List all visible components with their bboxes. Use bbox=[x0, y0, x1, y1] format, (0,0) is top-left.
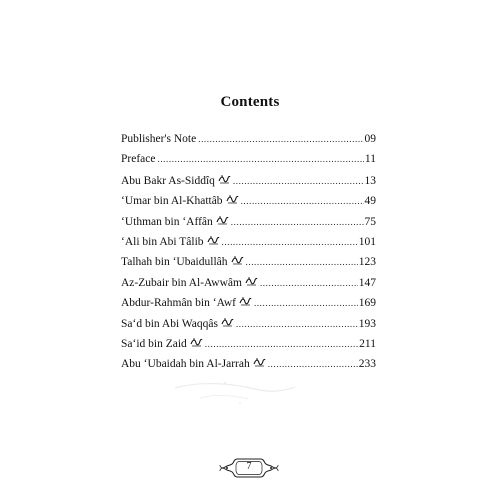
arabic-calligraphy-honorific-icon bbox=[221, 316, 234, 328]
toc-entry-title: Sa‘id bin Zaid bbox=[121, 337, 187, 350]
dot-leader bbox=[246, 255, 358, 269]
dot-leader bbox=[205, 337, 358, 351]
toc-entry-title: Talhah bin ‘Ubaidullâh bbox=[121, 256, 228, 269]
toc-entry-title: Publisher's Note bbox=[121, 133, 197, 145]
toc-entry[interactable] bbox=[121, 193, 376, 213]
toc-entry-title: Sa‘d bin Abi Waqqâs bbox=[121, 317, 218, 330]
arabic-calligraphy-honorific-icon bbox=[231, 254, 244, 266]
dot-leader bbox=[233, 174, 364, 188]
toc-entry[interactable] bbox=[121, 316, 376, 336]
arabic-calligraphy-honorific-icon bbox=[216, 214, 229, 226]
toc-entry-title: Abdur-Rahmân bin ‘Awf bbox=[121, 297, 236, 310]
dot-leader bbox=[157, 152, 363, 166]
toc-entry-page: 123 bbox=[358, 256, 376, 269]
contents-heading: Contents bbox=[220, 94, 280, 110]
toc-entry[interactable] bbox=[121, 152, 376, 172]
toc-entry-page: 49 bbox=[364, 195, 376, 208]
toc-entry[interactable] bbox=[121, 336, 376, 356]
arabic-calligraphy-honorific-icon bbox=[239, 295, 252, 307]
toc-entry-page: 11 bbox=[364, 153, 376, 166]
toc-entry-page: 233 bbox=[358, 358, 376, 371]
arabic-calligraphy-honorific-icon bbox=[190, 336, 203, 348]
arabic-calligraphy-honorific-icon bbox=[253, 356, 266, 368]
toc-entry[interactable] bbox=[121, 132, 376, 152]
arabic-calligraphy-honorific-icon bbox=[218, 173, 231, 185]
toc-entry-page: 169 bbox=[358, 297, 376, 310]
toc-entry-page: 211 bbox=[359, 337, 376, 350]
dot-leader bbox=[260, 276, 358, 290]
toc-entry[interactable] bbox=[121, 173, 376, 193]
arabic-calligraphy-honorific-icon bbox=[207, 234, 220, 246]
toc-entry[interactable] bbox=[121, 295, 376, 315]
toc-entry-title: ‘Ali bin Abi Tâlib bbox=[121, 235, 204, 248]
toc-entry-page: 193 bbox=[358, 317, 376, 330]
toc-entry-title: Preface bbox=[121, 153, 156, 166]
dot-leader bbox=[231, 215, 364, 229]
toc-entry[interactable] bbox=[121, 356, 376, 376]
arabic-calligraphy-honorific-icon bbox=[226, 193, 239, 205]
toc-entry[interactable] bbox=[121, 234, 376, 254]
arabic-calligraphy-honorific-icon bbox=[245, 275, 258, 287]
toc-entry-page: 147 bbox=[358, 276, 376, 289]
page-number: 7 bbox=[246, 461, 252, 472]
dot-leader bbox=[268, 357, 358, 371]
toc-entry-title: Az-Zubair bin Al-Awwâm bbox=[121, 276, 242, 289]
dot-leader bbox=[241, 194, 364, 208]
toc-entry-page: 75 bbox=[364, 215, 376, 228]
toc-entry-page: 101 bbox=[358, 235, 376, 248]
toc-entry[interactable] bbox=[121, 254, 376, 274]
toc-entry-title: Abu Bakr As-Siddîq bbox=[121, 174, 215, 187]
dot-leader bbox=[236, 317, 358, 331]
toc-entry-title: ‘Uthman bin ‘Affân bbox=[121, 215, 213, 228]
toc-entry-page: 09 bbox=[364, 133, 376, 145]
toc-entry-title: Abu ‘Ubaidah bin Al-Jarrah bbox=[121, 358, 250, 371]
dot-leader bbox=[254, 296, 358, 310]
toc-entry-title: ‘Umar bin Al-Khattâb bbox=[121, 195, 223, 208]
dot-leader bbox=[222, 235, 358, 249]
dot-leader bbox=[198, 132, 363, 146]
table-of-contents bbox=[121, 132, 376, 377]
toc-entry-page: 13 bbox=[364, 174, 376, 187]
toc-entry[interactable] bbox=[121, 214, 376, 234]
toc-entry[interactable] bbox=[121, 275, 376, 295]
